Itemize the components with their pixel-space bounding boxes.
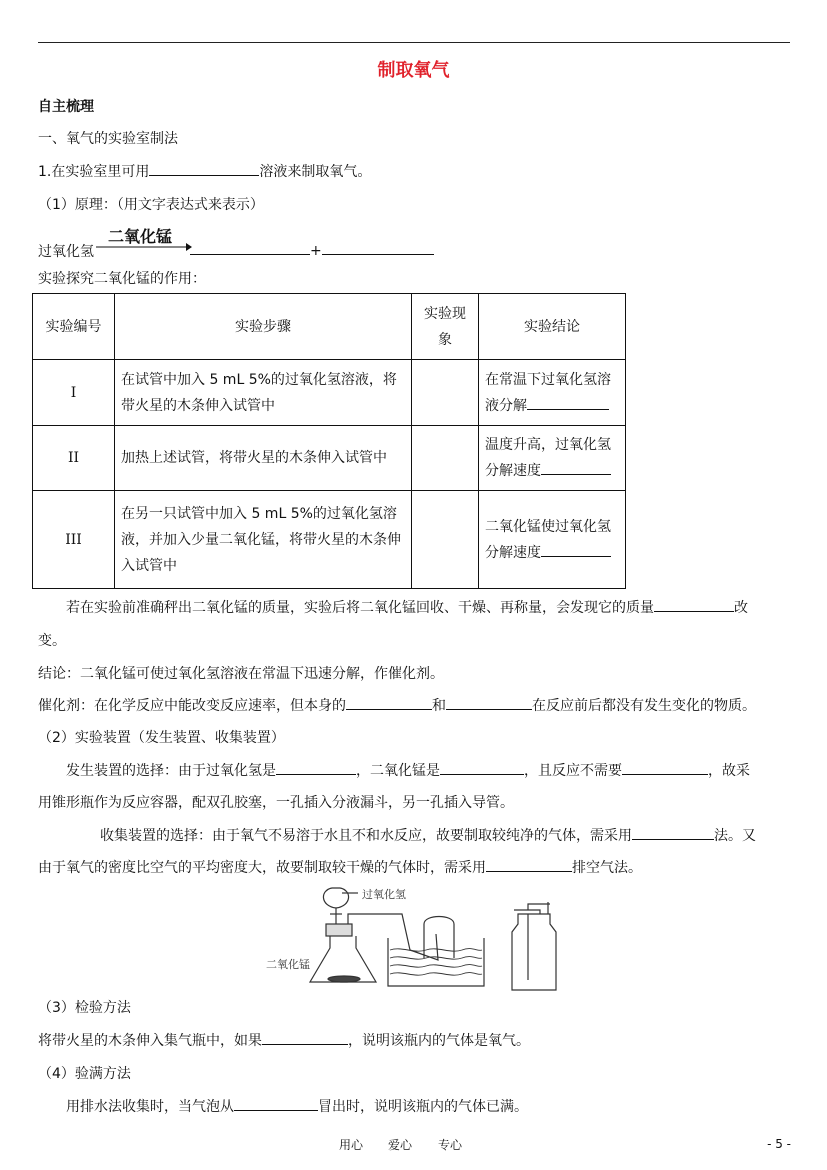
equation-reactant: 过氧化氢 [38,244,94,260]
row-phenomenon [412,360,479,426]
figure-label-left: 二氧化锰 [266,958,310,971]
mass-text: 若在实验前准确秤出二氧化锰的质量，实验后将二氧化锰回收、干燥、再称量，会发现它的质量 [66,600,654,616]
mass-paragraph-line1 [66,597,748,617]
row-conclusion [479,360,626,426]
catalyst-definition [38,695,756,715]
row-conclusion [479,491,626,589]
question-1-prefix: 1.在实验室里可用 [38,164,150,180]
header-step: 实验步骤 [115,294,412,360]
row-id: II [33,426,115,491]
row-id: III [33,491,115,589]
answer-blank[interactable] [262,1032,348,1045]
section-heading: 自主梳理 [38,99,94,115]
experiment-table [32,293,626,589]
conical-flask [310,924,376,982]
header-phenomenon: 实验现象 [412,294,479,360]
collector-line1 [100,825,756,845]
answer-blank[interactable] [632,827,714,840]
row-step: 在另一只试管中加入 5 mL 5%的过氧化氢溶液，并加入少量二氧化锰，将带火星的木条伸入试管中 [115,491,412,589]
mass-text-end: 改 [734,600,748,616]
test-method-text [38,1030,530,1050]
footer-text-a: 用心 [339,1138,364,1152]
row-step: 在试管中加入 5 mL 5%的过氧化氢溶液，将带火星的木条伸入试管中 [115,360,412,426]
gas-collection-bottle [512,902,556,990]
conclusion-text: 结论：二氧化锰可使过氧化氢溶液在常温下迅速分解，作催化剂。 [38,666,444,682]
equation-catalyst: 二氧化锰 [108,227,173,246]
collecting-bottle [424,917,454,959]
table-row [33,426,626,491]
equation-product-line [190,242,434,259]
answer-blank[interactable] [346,697,432,710]
table-header-row [33,294,626,360]
figure-label-top: 过氧化氢 [362,888,406,901]
conclusion-text: 在常温下过氧化氢溶液分解 [485,371,611,414]
row-conclusion [479,426,626,491]
answer-blank[interactable] [440,762,524,775]
full-check-text [66,1096,528,1116]
principle-label: （1）原理：（用文字表达式来表示） [38,197,264,213]
catalyst-text-c: 在反应前后都没有发生变化的物质。 [532,698,756,714]
reaction-arrow [96,242,192,252]
answer-blank[interactable] [446,697,532,710]
explore-title: 实验探究二氧化锰的作用： [38,271,206,287]
header-id: 实验编号 [33,294,115,360]
answer-blank[interactable] [541,462,611,475]
header-conclusion: 实验结论 [479,294,626,360]
row-step: 加热上述试管，将带火星的木条伸入试管中 [115,426,412,491]
row-phenomenon [412,491,479,589]
collector-line2 [38,857,642,877]
water-trough [388,938,484,986]
answer-blank[interactable] [622,762,708,775]
generator-text-c: ，且反应不需要 [524,763,622,779]
equation-plus: + [310,243,322,259]
test-method-label: （3）检验方法 [38,1000,131,1016]
question-1 [38,161,371,181]
answer-blank[interactable] [149,163,259,176]
page-number: - 5 - [767,1137,791,1151]
generator-line2: 用锥形瓶作为反应容器，配双孔胶塞，一孔插入分液漏斗，另一孔插入导管。 [38,795,514,811]
table-row [33,491,626,589]
generator-line1 [66,760,750,780]
collector-text-d: 排空气法。 [572,860,642,876]
apparatus-figure [262,884,562,992]
page-title: 制取氧气 [377,60,450,81]
full-check-label: （4）验满方法 [38,1066,131,1082]
answer-blank[interactable] [654,599,734,612]
separatory-funnel [323,888,358,924]
table-row [33,360,626,426]
conclusion-text: 温度升高，过氧化氢分解速度 [485,437,611,479]
generator-text-d: ，故采 [708,763,750,779]
test-text-b: ，说明该瓶内的气体是氧气。 [348,1033,530,1049]
footer-text-b: 爱心 [388,1138,413,1152]
answer-blank[interactable] [190,242,310,255]
row-phenomenon [412,426,479,491]
catalyst-text-a: 催化剂：在化学反应中能改变反应速率，但本身的 [38,698,346,714]
answer-blank[interactable] [322,242,434,255]
header-rule [38,42,790,43]
catalyst-text-b: 和 [432,698,446,714]
generator-text-b: ，二氧化锰是 [356,763,440,779]
answer-blank[interactable] [234,1098,318,1111]
answer-blank[interactable] [527,397,609,410]
apparatus-label: （2）实验装置（发生装置、收集装置） [38,730,285,746]
full-text-a: 用排水法收集时，当气泡从 [66,1099,234,1115]
full-text-b: 冒出时，说明该瓶内的气体已满。 [318,1099,528,1115]
mass-paragraph-line2: 变。 [38,633,66,649]
generator-text-a: 发生装置的选择：由于过氧化氢是 [66,763,276,779]
footer-text-c: 专心 [438,1138,463,1152]
test-text-a: 将带火星的木条伸入集气瓶中，如果 [38,1033,262,1049]
conclusion-text: 二氧化锰使过氧化氢分解速度 [485,518,611,561]
row-id: I [33,360,115,426]
subsection-title: 一、氧气的实验室制法 [38,131,178,147]
question-1-suffix: 溶液来制取氧气。 [259,164,372,180]
collector-text-a: 收集装置的选择：由于氧气不易溶于水且不和水反应，故要制取较纯净的气体，需采用 [100,828,632,844]
collector-text-c: 由于氧气的密度比空气的平均密度大，故要制取较干燥的气体时，需采用 [38,860,486,876]
answer-blank[interactable] [541,544,611,557]
collector-text-b: 法。又 [714,828,756,844]
answer-blank[interactable] [276,762,356,775]
answer-blank[interactable] [486,859,572,872]
